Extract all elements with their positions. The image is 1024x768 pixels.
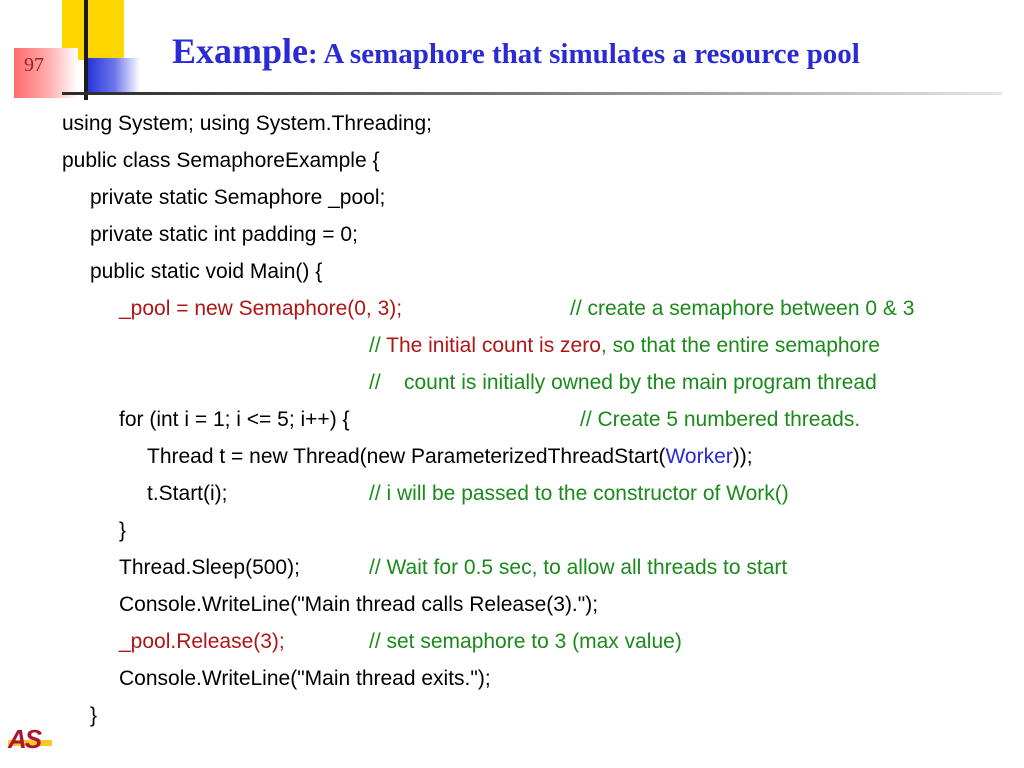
- comment-7-highlight: The initial count is zero: [386, 334, 601, 357]
- code-line-9: for (int i = 1; i <= 5; i++) {: [119, 408, 350, 431]
- code-line-17: }: [90, 704, 98, 727]
- comment-7-prefix: //: [369, 334, 387, 357]
- line-10-worker: Worker: [665, 445, 733, 468]
- title-main: Example: [172, 31, 309, 71]
- asu-logo: AS: [8, 724, 41, 754]
- slide-number: 97: [24, 54, 44, 76]
- line-10-post: ));: [732, 445, 753, 468]
- code-line-3: private static Semaphore _pool;: [90, 186, 386, 209]
- code-line-15: _pool.Release(3);: [119, 630, 285, 653]
- code-line-5: public static void Main() {: [90, 260, 323, 283]
- code-line-14: Console.WriteLine("Main thread calls Release(3).");: [119, 593, 599, 616]
- code-comment-11: // i will be passed to the constructor of Work(): [369, 482, 789, 505]
- code-comment-7: [369, 334, 880, 358]
- code-line-2: public class SemaphoreExample {: [62, 149, 380, 172]
- title-rest: : A semaphore that simulates a resource pool: [308, 38, 860, 70]
- code-comment-9: // Create 5 numbered threads.: [580, 408, 861, 431]
- line-10-pre: Thread t = new Thread(new ParameterizedThreadStart(: [147, 445, 666, 468]
- code-line-1: using System; using System.Threading;: [62, 112, 433, 135]
- code-line-11: t.Start(i);: [147, 482, 228, 505]
- code-line-10: [147, 445, 753, 469]
- code-line-4: private static int padding = 0;: [90, 223, 358, 246]
- code-comment-8: // count is initially owned by the main program thread: [369, 371, 877, 394]
- code-line-6: _pool = new Semaphore(0, 3);: [119, 297, 403, 320]
- code-line-16: Console.WriteLine("Main thread exits.");: [119, 667, 491, 690]
- code-line-12: }: [119, 519, 127, 542]
- code-line-13: Thread.Sleep(500);: [119, 556, 300, 579]
- code-comment-15: // set semaphore to 3 (max value): [369, 630, 682, 653]
- code-comment-6: // create a semaphore between 0 & 3: [570, 297, 915, 320]
- comment-7-rest: , so that the entire semaphore: [600, 334, 880, 357]
- code-comment-13: // Wait for 0.5 sec, to allow all threads to start: [369, 556, 788, 579]
